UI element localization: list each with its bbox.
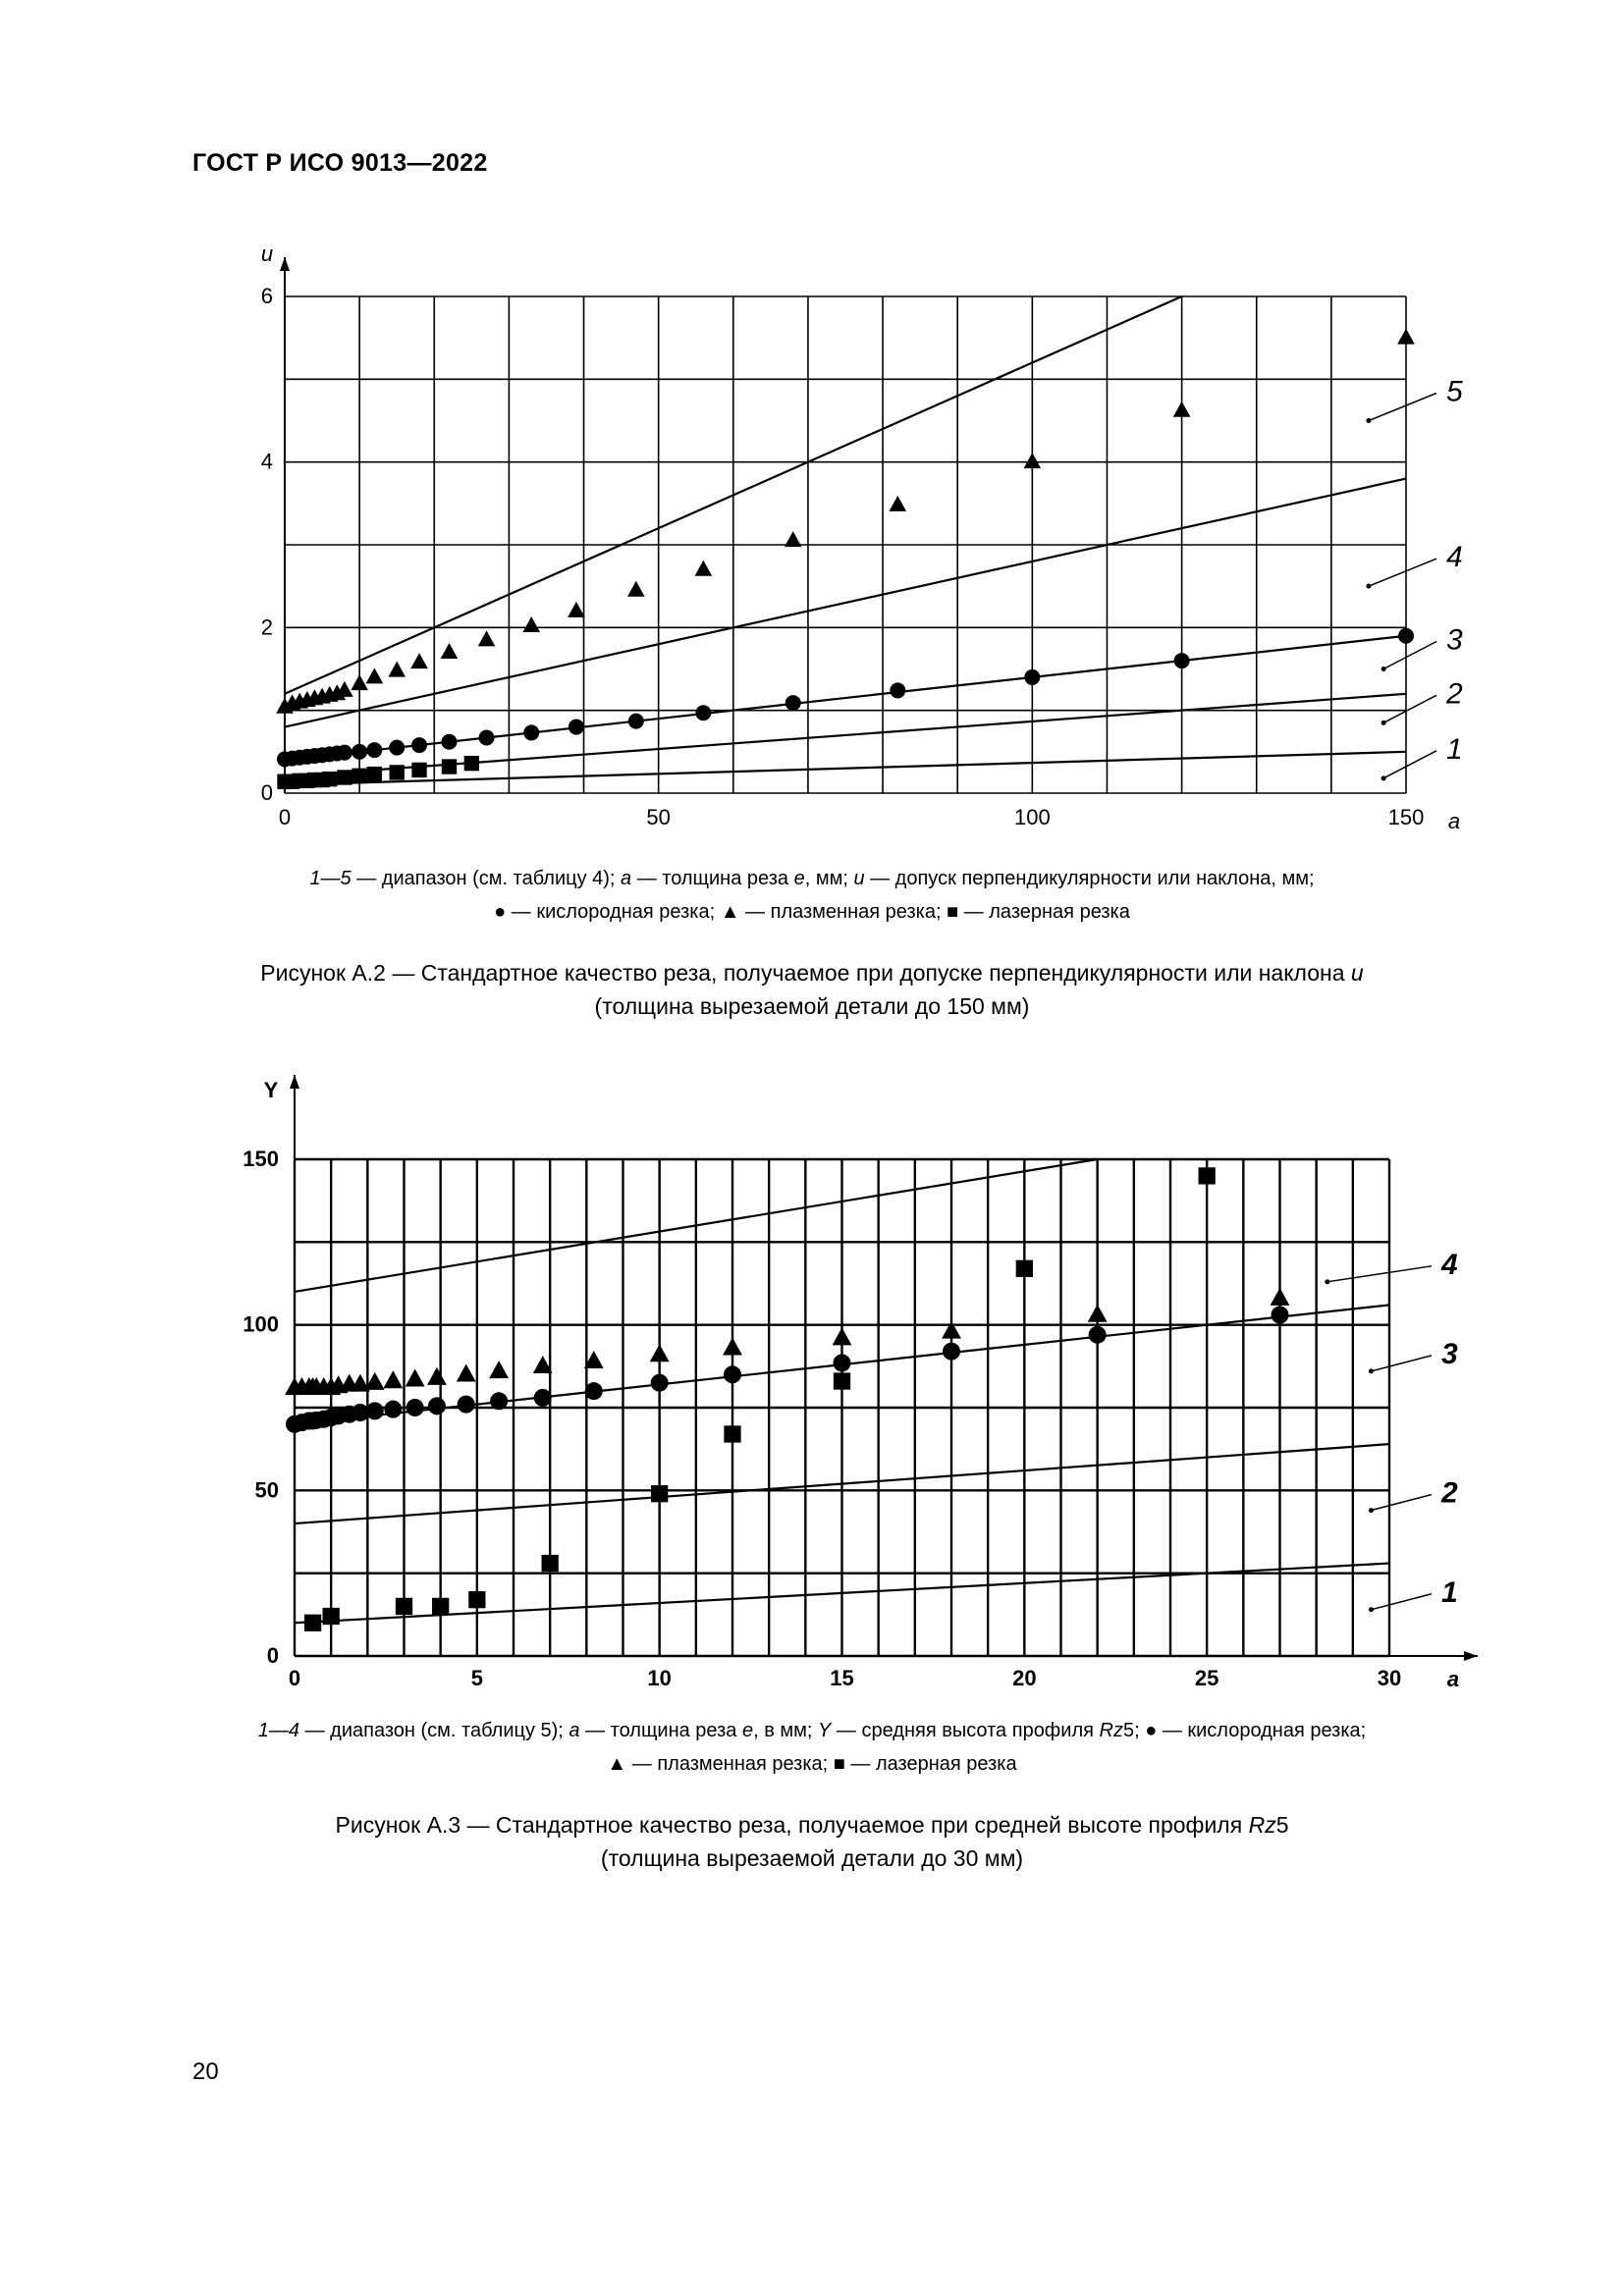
data-point-oxygen <box>1398 628 1414 644</box>
data-point-laser <box>337 770 352 784</box>
range-leader-line <box>1371 1495 1432 1511</box>
legend-rz-text: 5; ● — кислородная резка; <box>1122 1720 1367 1741</box>
figure-a3-caption-line2: (толщина вырезаемой детали до 30 мм) <box>600 1845 1024 1871</box>
range-line-4 <box>285 479 1406 727</box>
legend-a-symbol: a <box>568 1720 580 1741</box>
x-tick-label: 50 <box>646 805 671 829</box>
range-leader-line <box>1371 1356 1432 1371</box>
range-label-3: 3 <box>1441 1337 1458 1370</box>
x-tick-label: 150 <box>1387 805 1425 829</box>
x-tick-label: 10 <box>647 1666 672 1690</box>
data-point-plasma <box>366 667 384 683</box>
data-point-oxygen <box>943 1343 960 1361</box>
data-point-oxygen <box>406 1399 424 1416</box>
data-point-oxygen <box>411 737 427 753</box>
chart-figure-a2 <box>0 0 1624 883</box>
data-point-plasma <box>1271 1288 1290 1306</box>
data-point-plasma <box>889 496 906 511</box>
range-leader-line <box>1383 751 1436 778</box>
range-leader-line <box>1369 394 1436 421</box>
data-point-oxygen <box>834 1354 851 1371</box>
data-point-oxygen <box>890 682 905 698</box>
data-point-plasma <box>695 561 713 576</box>
legend-y-symbol: Y <box>818 1720 832 1741</box>
caption-a2-text: Рисунок А.2 — Стандартное качество реза, получаемое при допуске перпендикулярности или наклона <box>260 960 1351 986</box>
y-tick-label: 150 <box>243 1147 279 1171</box>
data-point-plasma <box>457 1363 476 1381</box>
data-point-plasma <box>383 1370 403 1388</box>
data-point-plasma <box>723 1337 742 1355</box>
data-point-plasma <box>627 581 645 597</box>
data-point-oxygen <box>490 1392 508 1410</box>
data-point-plasma <box>1397 329 1415 345</box>
data-point-oxygen <box>337 745 352 761</box>
data-point-oxygen <box>479 729 495 745</box>
y-axis-label: Y <box>263 1078 279 1102</box>
y-tick-label: 0 <box>260 780 273 805</box>
x-tick-label: 0 <box>288 1666 301 1690</box>
x-axis-arrow <box>1464 1651 1478 1661</box>
data-point-laser <box>724 1425 740 1442</box>
data-point-oxygen <box>695 705 711 721</box>
range-leader-line <box>1369 559 1436 586</box>
range-label-4: 4 <box>1441 1248 1458 1281</box>
figure-a2-legend <box>0 862 1624 929</box>
data-point-laser <box>1199 1167 1216 1184</box>
legend-rz-symbol: Rz <box>1099 1720 1123 1741</box>
data-point-laser <box>432 1598 449 1615</box>
data-point-oxygen <box>523 724 539 740</box>
data-point-oxygen <box>384 1401 402 1418</box>
legend-range-ids: 1—5 <box>309 868 352 889</box>
data-point-plasma <box>1173 401 1191 417</box>
data-point-plasma <box>478 630 496 646</box>
range-label-3: 3 <box>1446 623 1463 657</box>
data-point-plasma <box>568 602 585 617</box>
x-tick-label: 0 <box>278 805 292 829</box>
y-axis-label: u <box>260 241 274 266</box>
legend-u-symbol: u <box>853 868 865 889</box>
range-label-5: 5 <box>1446 375 1463 408</box>
data-point-oxygen <box>1272 1307 1289 1324</box>
legend-a-symbol: a <box>621 868 632 889</box>
range-label-1: 1 <box>1441 1575 1458 1609</box>
data-point-laser <box>834 1372 850 1389</box>
x-axis-label: a <box>1446 1667 1460 1691</box>
figure-a2-caption-line2: (толщина вырезаемой детали до 150 мм) <box>594 993 1030 1019</box>
data-point-oxygen <box>534 1389 552 1407</box>
legend-e-text: , в мм; <box>753 1720 819 1741</box>
data-point-oxygen <box>428 1397 446 1415</box>
data-point-laser <box>411 763 426 777</box>
page-number: 20 <box>192 2058 219 2085</box>
legend-a-text: — толщина реза <box>631 868 794 889</box>
data-point-oxygen <box>366 1402 384 1419</box>
data-point-plasma <box>489 1361 509 1378</box>
data-point-plasma <box>522 616 540 632</box>
legend-a-text: — толщина реза <box>579 1720 742 1741</box>
figure-a3-legend <box>0 1714 1624 1781</box>
data-point-oxygen <box>1024 669 1040 685</box>
data-point-laser <box>352 769 366 783</box>
data-point-oxygen <box>568 720 584 735</box>
data-point-plasma <box>785 531 802 547</box>
data-point-plasma <box>833 1327 852 1345</box>
x-tick-label: 25 <box>1194 1666 1219 1690</box>
legend-range-ids: 1—4 <box>257 1720 300 1741</box>
data-point-laser <box>542 1555 559 1572</box>
y-axis-arrow <box>290 1075 299 1089</box>
x-tick-label: 100 <box>1013 805 1051 829</box>
legend-e-symbol: e <box>741 1720 754 1741</box>
figure-a2-caption-line1 <box>0 956 1624 989</box>
data-point-laser <box>468 1591 485 1608</box>
x-axis-label: a <box>1447 809 1461 833</box>
figure-a3-legend-line1 <box>0 1714 1624 1747</box>
data-point-oxygen <box>366 742 382 758</box>
range-leader-line <box>1383 642 1436 669</box>
legend-e-symbol: e <box>793 868 805 889</box>
data-point-plasma <box>410 653 428 668</box>
y-axis-arrow <box>280 257 290 271</box>
data-point-oxygen <box>585 1382 603 1400</box>
y-tick-label: 50 <box>254 1477 279 1503</box>
data-point-plasma <box>441 643 459 659</box>
data-point-oxygen <box>1089 1326 1107 1344</box>
data-point-oxygen <box>628 714 644 729</box>
range-leader-line <box>1327 1266 1432 1282</box>
figure-a3-caption <box>0 1808 1624 1875</box>
data-point-oxygen <box>389 740 405 756</box>
data-point-laser <box>651 1485 668 1502</box>
data-point-plasma <box>1088 1305 1108 1322</box>
x-tick-label: 5 <box>470 1666 483 1690</box>
data-point-laser <box>323 1608 340 1625</box>
legend-u-text: — допуск перпендикулярности или наклона, мм; <box>864 868 1315 889</box>
data-point-laser <box>1016 1260 1033 1277</box>
range-leader-line <box>1371 1594 1432 1610</box>
data-point-oxygen <box>651 1374 669 1392</box>
data-point-laser <box>322 772 337 786</box>
data-point-oxygen <box>352 744 367 760</box>
range-label-2: 2 <box>1441 1476 1458 1510</box>
data-point-laser <box>304 1615 321 1631</box>
caption-a3-text: Рисунок А.3 — Стандартное качество реза, получаемое при средней высоте профиля <box>335 1812 1249 1838</box>
x-tick-label: 15 <box>830 1666 854 1690</box>
document-code: ГОСТ Р ИСО 9013—2022 <box>192 149 488 177</box>
data-point-laser <box>442 759 457 774</box>
range-label-2: 2 <box>1446 677 1463 711</box>
data-point-plasma <box>1024 453 1042 468</box>
caption-a3-rz-suffix: 5 <box>1275 1812 1289 1838</box>
data-point-laser <box>390 765 405 779</box>
y-tick-label: 2 <box>260 614 273 640</box>
figure-a2-legend-line2: ● — кислородная резка; ▲ — плазменная резка; ■ — лазерная резка <box>494 901 1130 923</box>
range-label-1: 1 <box>1446 732 1463 766</box>
x-tick-label: 20 <box>1012 1666 1037 1690</box>
legend-e-text: , мм; <box>804 868 854 889</box>
data-point-plasma <box>406 1369 425 1387</box>
data-point-plasma <box>351 674 368 690</box>
data-point-laser <box>464 756 479 771</box>
y-tick-label: 100 <box>243 1311 279 1337</box>
figure-a2-legend-line1 <box>0 862 1624 895</box>
data-point-oxygen <box>458 1396 475 1414</box>
data-point-oxygen <box>441 734 457 750</box>
data-point-plasma <box>942 1321 961 1339</box>
range-label-4: 4 <box>1446 541 1463 574</box>
legend-range-text: — диапазон (см. таблицу 5); <box>299 1720 569 1741</box>
y-tick-label: 4 <box>260 449 273 474</box>
data-point-plasma <box>650 1344 670 1362</box>
x-tick-label: 30 <box>1377 1666 1402 1690</box>
data-point-oxygen <box>1174 653 1190 668</box>
legend-range-text: — диапазон (см. таблицу 4); <box>351 868 622 889</box>
y-tick-label: 6 <box>260 284 273 308</box>
data-point-oxygen <box>785 695 801 711</box>
data-point-laser <box>396 1598 412 1615</box>
data-point-plasma <box>427 1367 447 1385</box>
data-point-laser <box>367 767 382 781</box>
figure-a2-caption <box>0 956 1624 1023</box>
legend-y-text: — средняя высота профиля <box>831 1720 1100 1741</box>
caption-a2-u-symbol: u <box>1350 960 1364 986</box>
figure-a3-caption-line1 <box>0 1808 1624 1842</box>
y-tick-label: 0 <box>266 1643 279 1668</box>
caption-a3-rz-symbol: Rz <box>1248 1812 1276 1838</box>
data-point-plasma <box>388 662 406 677</box>
data-point-oxygen <box>724 1365 741 1383</box>
figure-a3-legend-line2: ▲ — плазменная резка; ■ — лазерная резка <box>607 1753 1017 1775</box>
range-leader-line <box>1383 695 1436 722</box>
